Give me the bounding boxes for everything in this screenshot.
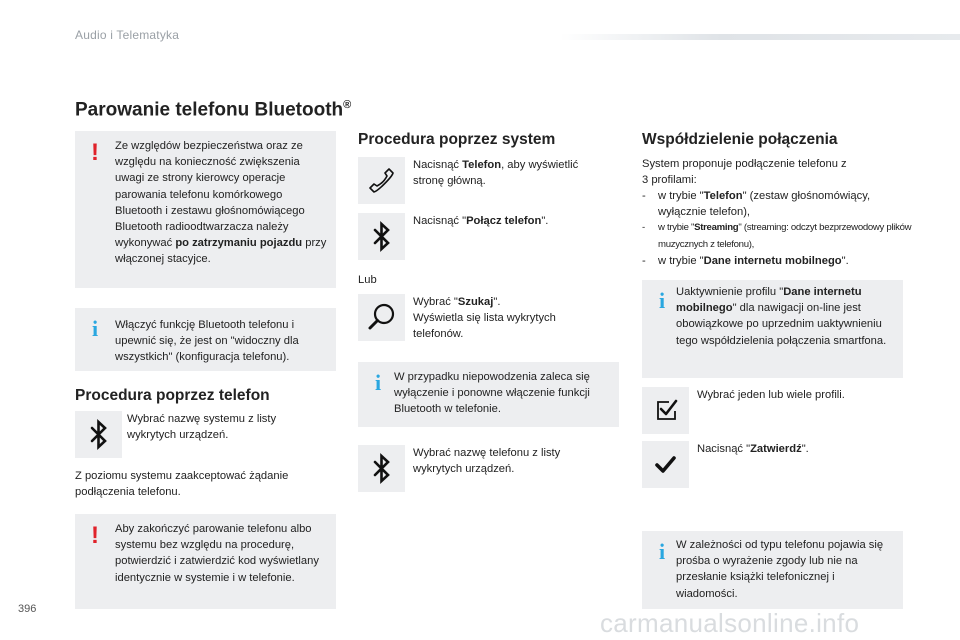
step-select-profiles: Wybrać jeden lub wiele profili. [697,389,845,401]
bluetooth-icon [358,213,405,260]
warning-icon: ! [91,522,99,549]
or-label: Lub [358,274,377,286]
select-profiles-button[interactable] [642,387,689,434]
bluetooth-button[interactable] [75,411,122,458]
bluetooth-icon [358,445,405,492]
info-box-mobile-data [642,280,903,378]
info-box-visibility [75,308,336,371]
info-text-phonebook: W zależności od typu telefonu pojawia się prośba o wyrażenie zgody lub nie na przesłanie książki telefonicznej i wiadomości. [676,539,884,600]
confirm-button[interactable] [642,441,689,488]
warning-box-safety [75,131,336,288]
phone-button[interactable] [358,157,405,204]
bluetooth-device-button[interactable] [358,445,405,492]
profiles-intro: System proponuje podłączenie telefonu z 3 profilami: [642,158,847,187]
list-item: - w trybie "Dane internetu mobilnego". [642,253,912,269]
info-text-failure: W przypadku niepowodzenia zaleca się wyłączenie i ponowne włączenie funkcji Bluetooth w telefonie. [394,371,590,416]
list-item: - w trybie "Streaming" (streaming: odczyt bezprzewodowy plików muzycznych z telefonu), [642,220,912,252]
info-icon: i [658,539,666,564]
info-box-phonebook [642,531,903,609]
search-button[interactable] [358,294,405,341]
phone-handset-icon [358,157,405,204]
check-icon [642,441,689,488]
step-select-phone-name: Wybrać nazwę telefonu z listy wykrytych urządzeń. [413,447,561,476]
bluetooth-connect-button[interactable] [358,213,405,260]
warning-box-code [75,514,336,609]
step-press-phone: Nacisnąć Telefon, aby wyświetlić stronę główną. [413,159,579,188]
header-divider [560,34,960,40]
info-icon: i [658,288,666,313]
profiles-list [642,188,912,269]
section-title-system-procedure: Procedura poprzez system [358,131,556,148]
info-icon: i [374,370,382,395]
warning-text-code: Aby zakończyć parowanie telefonu albo systemu bez względu na procedurę, potwierdzić i zatwierdzić kod wyświetlany identycznie w systemie i w telefonie. [115,523,319,584]
section-title-connection-sharing: Współdzielenie połączenia [642,131,838,148]
search-icon [358,294,405,341]
list-item: - w trybie "Telefon" (zestaw głośnomówiący, wyłącznie telefon), [642,188,912,220]
section-title-phone-procedure: Procedura poprzez telefon [75,387,270,404]
text-accept-request: Z poziomu systemu zaakceptować żądanie podłączenia telefonu. [75,470,289,499]
info-text-mobile-data: Uaktywnienie profilu "Dane internetu mobilnego" dla nawigacji on-line jest obowiązkowe po uprzednim uaktywnieniu tego współdzielenia połączenia smartfona. [676,286,887,347]
warning-icon: ! [91,139,99,166]
info-icon: i [91,316,99,341]
page-number: 396 [18,603,37,615]
step-select-system-name: Wybrać nazwę systemu z listy wykrytych urządzeń. [127,413,277,442]
step-press-connect-phone: Nacisnąć "Połącz telefon". [413,215,549,227]
page-title: Parowanie telefonu Bluetooth® [75,99,352,121]
bluetooth-icon [75,411,122,458]
info-box-failure [358,362,619,427]
step-press-confirm: Nacisnąć "Zatwierdź". [697,443,809,455]
step-select-search: Wybrać "Szukaj". Wyświetla się lista wykrytych telefonów. [413,296,556,341]
warning-text-safety: Ze względów bezpieczeństwa oraz ze względu na konieczność zwiększenia uwagi ze strony kierowcy operacje parowania telefonu komórkowego Bluetooth i zestawu głośnomówiącego Bluetooth radioodtwarzacza należy wykonywać po zatrzymaniu pojazdu przy włączonej stacyjce. [115,140,327,266]
watermark: carmanualsonline.info [600,608,860,638]
info-text-visibility: Włączyć funkcję Bluetooth telefonu i upewnić się, że jest on "widoczny dla wszystkich" (konfiguracja telefonu). [115,319,299,364]
checkbox-checked-icon [642,387,689,434]
header-title: Audio i Telematyka [75,28,180,42]
